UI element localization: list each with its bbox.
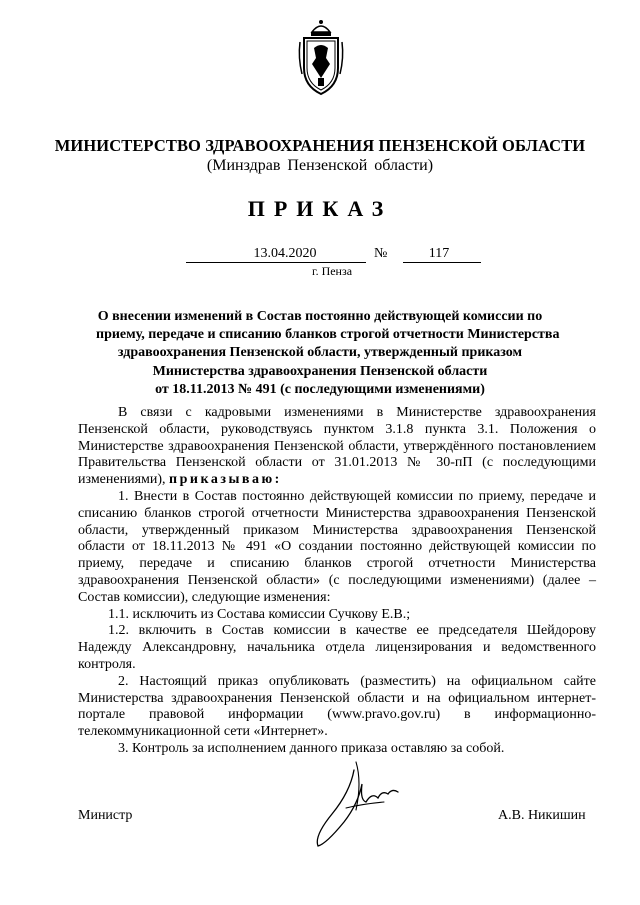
order-title-line: Министерства здравоохранения Пензенской области	[152, 363, 488, 379]
intro-paragraph	[78, 405, 596, 489]
order-title-line: здравоохранения Пензенской области, утвержденный приказом	[117, 345, 523, 361]
order-title-line: приему, передаче и списанию бланков строгой отчетности Министерства	[96, 327, 560, 343]
order-body	[78, 405, 596, 758]
order-word: приказываю:	[169, 472, 282, 488]
handwritten-signature	[292, 752, 412, 852]
order-title-line: от 18.11.2013 № 491 (с последующими изменениями)	[155, 381, 485, 397]
coat-of-arms-emblem	[296, 18, 346, 98]
ministry-name: МИНИСТЕРСТВО ЗДРАВООХРАНЕНИЯ ПЕНЗЕНСКОЙ ОБЛАСТИ	[54, 136, 586, 155]
city-label: г. Пенза	[312, 264, 353, 278]
order-number: 117	[403, 246, 481, 263]
paragraph-1-2: 1.2. включить в Состав комиссии в качестве ее председателя Шейдорову Надежду Александровну, начальника отдела лицензирования и ведомственного контроля.	[78, 623, 596, 672]
signatory-name: А.В. Никишин	[498, 808, 586, 823]
intro-text: В связи с кадровыми изменениями в Министерстве здравоохранения Пензенской области, руководствуясь пунктом 3.1.8 пункта 3.1. Положения о Министерстве здравоохранения Пензенской области, утверждённого постановлением Правительства Пензенской области от 31.01.2013 № 30-пП (с последующими изменениями),	[78, 405, 596, 488]
paragraph-3: 3. Контроль за исполнением данного приказа оставляю за собой.	[118, 740, 505, 756]
order-date: 13.04.2020	[186, 246, 366, 263]
paragraph-2: 2. Настоящий приказ опубликовать (разместить) на официальном сайте Министерства здравоохранения Пензенской области и на официальном интернет-портале правовой информации (www.pravo.gov.ru) в информационно-телекоммуникационной сети «Интернет».	[78, 673, 596, 740]
number-sign: №	[374, 246, 388, 261]
order-title-line: О внесении изменений в Состав постоянно действующей комиссии по	[97, 309, 543, 324]
paragraph-1: 1. Внести в Состав постоянно действующей комиссии по приему, передаче и списанию бланков строгой отчетности Министерства здравоохранения Пензенской области, утвержденный приказом Министерства здравоохранения Пензенской области от 18.11.2013 № 491 «О создании постоянно действующей комиссии по приему, передаче и списанию бланков строгой отчетности Министерства здравоохранения Пензенской области» (с последующими изменениями) (далее – Состав комиссии), следующие изменения:	[78, 488, 596, 605]
ministry-short-name: (Минздрав Пензенской области)	[206, 157, 434, 174]
order-title	[96, 308, 560, 399]
signatory-position: Министр	[78, 808, 133, 823]
document-type-heading: ПРИКАЗ	[247, 196, 393, 221]
paragraph-1-1: 1.1. исключить из Состава комиссии Сучкову Е.В.;	[108, 606, 411, 622]
